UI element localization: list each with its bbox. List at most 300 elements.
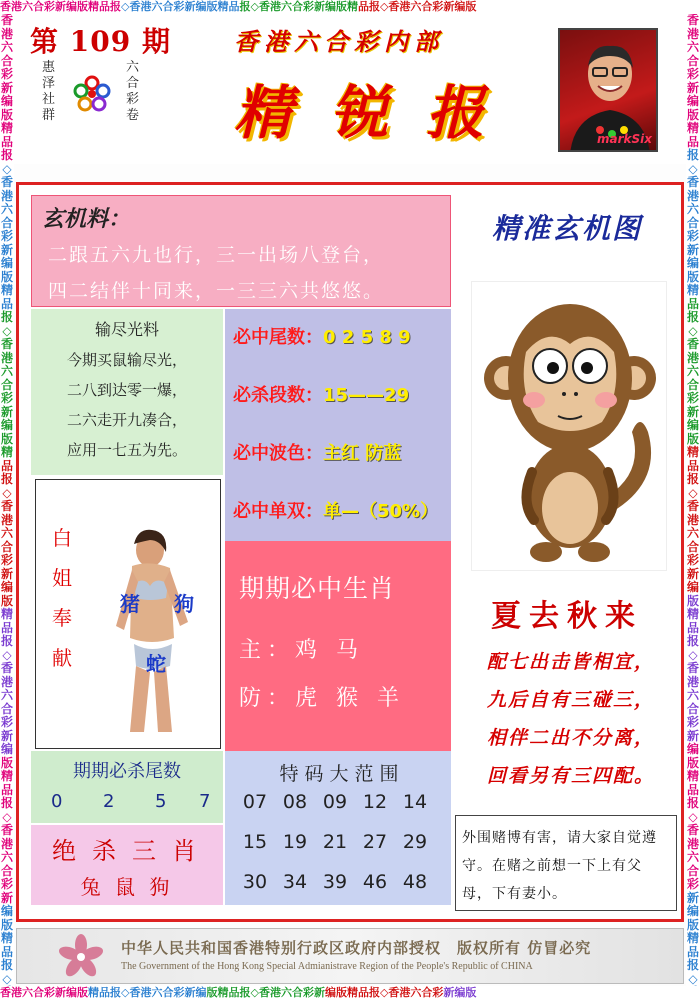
border-char: 品 <box>0 620 13 635</box>
border-char: 港 <box>11 0 22 13</box>
border-char: 合 <box>0 215 13 230</box>
border-char: 精 <box>346 986 358 999</box>
left-border-strip <box>0 14 14 986</box>
border-char: 香 <box>686 823 699 837</box>
border-char: 香 <box>0 823 13 837</box>
shengxiao-title: 期期必中生肖 <box>239 574 396 603</box>
border-char: 报 <box>686 148 699 162</box>
border-char: 版 <box>686 755 699 770</box>
border-char: 合 <box>686 701 699 716</box>
border-char: 合 <box>33 986 44 999</box>
bottom-border-strip <box>0 986 700 1000</box>
shawei-number: 5 <box>155 791 167 812</box>
border-char: 香 <box>129 986 141 999</box>
border-char: 新 <box>313 986 325 999</box>
border-char: 香 <box>388 986 400 999</box>
border-char: 编 <box>0 904 13 918</box>
border-char: 报 <box>686 634 699 648</box>
border-char: 报 <box>368 986 380 999</box>
border-char: 新 <box>686 728 699 743</box>
border-char: 港 <box>686 188 699 203</box>
tema-number: 14 <box>402 791 428 813</box>
border-char: 港 <box>0 26 13 41</box>
riddle-image-title: 精准玄机图 <box>491 212 642 245</box>
border-char: 精 <box>686 607 699 621</box>
jiesha-box <box>31 825 223 905</box>
border-char: 版 <box>0 593 13 608</box>
border-char: 彩 <box>686 715 699 729</box>
border-char: 彩 <box>173 986 185 999</box>
border-char: 版 <box>206 0 218 13</box>
border-char: 六 <box>0 202 13 216</box>
border-char: 版 <box>0 269 13 284</box>
border-char: 新 <box>184 986 196 999</box>
prediction-label: 必中单双： <box>233 501 323 522</box>
border-char: 彩 <box>0 229 13 243</box>
border-char: 新 <box>313 0 325 13</box>
border-char: 精 <box>217 0 229 13</box>
main-frame <box>16 182 684 922</box>
border-char: 合 <box>0 53 13 68</box>
shuli-box <box>31 309 223 475</box>
border-char: 新 <box>686 80 699 95</box>
border-char: 品 <box>99 986 110 999</box>
border-char: 精 <box>686 445 699 459</box>
border-char: 精 <box>346 0 358 13</box>
border-char: 精 <box>0 607 13 621</box>
border-char: 新 <box>443 0 455 13</box>
border-char: 港 <box>399 0 411 13</box>
footer <box>16 928 684 984</box>
border-char: 新 <box>55 986 66 999</box>
border-char: ◇ <box>250 986 259 999</box>
border-char: 港 <box>0 674 13 689</box>
border-char: 新 <box>686 890 699 905</box>
jiesha-value: 兔 鼠 狗 <box>80 875 174 899</box>
tema-number: 29 <box>402 831 428 853</box>
border-char: 六 <box>151 986 163 999</box>
tema-number: 12 <box>362 791 388 813</box>
prediction-value: 单—（50%） <box>323 501 439 522</box>
border-char: 合 <box>162 0 174 13</box>
border-char: 六 <box>0 364 13 378</box>
border-char: 精 <box>0 121 13 135</box>
model-figure <box>100 526 210 736</box>
zodiac-dog: 狗 <box>174 592 194 616</box>
issue-number: 第 109 期 <box>30 25 171 58</box>
border-char: 报 <box>0 310 13 324</box>
border-char: 编 <box>0 742 13 756</box>
border-char: 报 <box>0 634 13 648</box>
border-char: 品 <box>0 458 13 473</box>
border-char: 彩 <box>0 553 13 567</box>
border-char: 报 <box>686 472 699 486</box>
border-char: 合 <box>686 539 699 554</box>
border-char: 版 <box>77 986 88 999</box>
poem-title: 夏去秋来 <box>491 599 643 634</box>
publisher-left: 惠泽社群 <box>42 60 56 123</box>
header <box>14 14 686 164</box>
lottery-logo-icon <box>72 74 112 114</box>
border-char: 合 <box>686 863 699 878</box>
border-char: 港 <box>399 986 411 999</box>
border-char: 彩 <box>686 229 699 243</box>
border-char: 版 <box>686 107 699 122</box>
tema-number: 34 <box>282 871 308 893</box>
border-char: 六 <box>410 0 422 13</box>
border-char: 彩 <box>44 0 55 13</box>
publisher-right: 六合彩卷 <box>126 60 140 123</box>
border-char: 彩 <box>686 877 699 891</box>
border-char: 港 <box>686 350 699 365</box>
border-char: 版 <box>686 593 699 608</box>
bauhinia-emblem-icon <box>57 933 105 981</box>
right-border-strip <box>686 14 700 986</box>
border-char: 香 <box>0 175 13 189</box>
border-char: 编 <box>686 904 699 918</box>
border-char: 品 <box>357 0 369 13</box>
border-char: 精 <box>88 986 99 999</box>
border-char: 港 <box>269 986 281 999</box>
border-char: 报 <box>368 0 380 13</box>
border-char: 港 <box>0 350 13 365</box>
border-char: 香 <box>0 499 13 513</box>
border-char: 精 <box>0 769 13 783</box>
border-char: 六 <box>22 986 33 999</box>
border-char: 报 <box>686 958 699 972</box>
border-char: 品 <box>228 0 240 13</box>
border-char: ◇ <box>379 0 389 13</box>
prediction-value: 15——29 <box>323 385 410 406</box>
border-char: 版 <box>465 986 477 999</box>
border-char: 香 <box>686 499 699 513</box>
xuanji-box <box>31 195 451 307</box>
border-char: 香 <box>686 14 699 27</box>
border-char: 港 <box>686 836 699 851</box>
tema-number: 48 <box>402 871 428 893</box>
border-char: 彩 <box>0 391 13 405</box>
shengxiao-backup: 防：虎 猴 羊 <box>239 686 405 711</box>
border-char: 编 <box>686 94 699 108</box>
border-char: 新 <box>0 404 13 419</box>
shengxiao-main: 主：鸡 马 <box>239 638 364 663</box>
xuanji-title: 玄机料： <box>42 206 131 232</box>
border-char: 新 <box>0 80 13 95</box>
border-char: 新 <box>0 242 13 257</box>
border-char: 编 <box>454 0 466 13</box>
border-char: 六 <box>0 688 13 702</box>
border-char: 六 <box>280 986 292 999</box>
border-char: 报 <box>239 0 251 13</box>
border-char: 港 <box>269 0 281 13</box>
border-char: ◇ <box>688 809 698 824</box>
prediction-label: 必中波色： <box>233 443 323 464</box>
footer-english: The Government of the Hong Kong Special Admianistrave Region of the People's Republic of CHINA <box>121 961 533 972</box>
border-char: 六 <box>686 688 699 702</box>
border-char: 六 <box>686 526 699 540</box>
border-char: 彩 <box>302 986 314 999</box>
poem-line: 回看另有三四配。 <box>486 765 655 787</box>
border-char: 合 <box>686 377 699 392</box>
tema-title: 特码大范围 <box>279 763 405 785</box>
marksix-brand: markSix <box>597 132 652 146</box>
border-char: 版 <box>0 917 13 932</box>
prediction-item <box>233 381 409 407</box>
tema-number: 08 <box>282 791 308 813</box>
border-char: 香 <box>0 14 13 27</box>
border-char: 编 <box>0 580 13 594</box>
border-char: 精 <box>686 121 699 135</box>
border-char: ◇ <box>2 323 12 338</box>
border-char: ◇ <box>688 485 698 500</box>
border-char: 编 <box>66 0 77 13</box>
border-char: 彩 <box>0 715 13 729</box>
predictions-box <box>225 309 451 541</box>
border-char: 香 <box>0 0 11 13</box>
border-char: 六 <box>0 40 13 54</box>
border-char: 港 <box>0 836 13 851</box>
border-char: 精 <box>88 0 99 13</box>
border-char: 版 <box>0 431 13 446</box>
border-char: 合 <box>0 701 13 716</box>
border-char: 品 <box>0 134 13 149</box>
shawei-number: 0 <box>51 791 63 812</box>
border-char: 港 <box>0 512 13 527</box>
tema-number: 09 <box>322 791 348 813</box>
prediction-value: 主红 防蓝 <box>323 443 402 464</box>
shawei-number: 2 <box>103 791 115 812</box>
border-char: 香 <box>686 175 699 189</box>
border-char: 合 <box>421 986 433 999</box>
border-char: ◇ <box>2 971 12 986</box>
border-char: 合 <box>0 539 13 554</box>
border-char: 精 <box>0 931 13 945</box>
border-char: 品 <box>686 782 699 797</box>
border-char: 版 <box>465 0 477 13</box>
tema-number: 07 <box>242 791 268 813</box>
border-char: 香 <box>0 661 13 675</box>
border-char: 品 <box>686 458 699 473</box>
shawei-title: 期期必杀尾数 <box>73 761 181 782</box>
border-char: 精 <box>0 283 13 297</box>
border-char: 六 <box>22 0 33 13</box>
border-char: 合 <box>686 53 699 68</box>
border-char: 新 <box>184 0 196 13</box>
border-char: 版 <box>0 755 13 770</box>
border-char: 彩 <box>432 986 444 999</box>
border-char: 彩 <box>0 877 13 891</box>
tema-number: 39 <box>322 871 348 893</box>
border-char: 版 <box>77 0 88 13</box>
border-char: ◇ <box>688 647 698 662</box>
shawei-number: 7 <box>199 791 211 812</box>
prediction-item <box>233 497 438 523</box>
border-char: 精 <box>0 445 13 459</box>
border-char: 品 <box>0 944 13 959</box>
border-char: 六 <box>410 986 422 999</box>
border-char: 品 <box>686 134 699 149</box>
baijie-box <box>35 479 221 749</box>
border-char: 新 <box>443 986 455 999</box>
border-char: 版 <box>686 431 699 446</box>
border-char: 港 <box>140 0 152 13</box>
border-char: 品 <box>686 620 699 635</box>
border-char <box>687 985 699 986</box>
border-char: 版 <box>686 917 699 932</box>
prediction-item <box>233 439 401 465</box>
border-char: 香 <box>686 337 699 351</box>
prediction-label: 必中尾数： <box>233 327 323 348</box>
host-photo <box>558 28 658 152</box>
border-char: 版 <box>335 986 347 999</box>
border-char: 香 <box>686 661 699 675</box>
border-char: ◇ <box>2 809 12 824</box>
border-char: 编 <box>0 418 13 432</box>
shuli-line: 二八到达零一爆， <box>66 381 187 399</box>
border-char: 报 <box>0 958 13 972</box>
border-char: ◇ <box>250 0 259 13</box>
border-char: 编 <box>0 256 13 270</box>
border-char <box>1 985 13 986</box>
border-char: 品 <box>686 296 699 311</box>
border-char: 报 <box>686 796 699 810</box>
border-char: 新 <box>55 0 66 13</box>
tema-box <box>225 751 451 905</box>
border-char: 编 <box>0 94 13 108</box>
border-char: 报 <box>0 472 13 486</box>
border-char: 编 <box>195 0 207 13</box>
border-char: 合 <box>686 215 699 230</box>
border-char: 六 <box>686 40 699 54</box>
border-char: 六 <box>0 526 13 540</box>
border-char: 香 <box>0 986 11 999</box>
prediction-label: 必杀段数： <box>233 385 323 406</box>
border-char: 编 <box>686 580 699 594</box>
border-char: 香 <box>258 986 270 999</box>
border-char: 报 <box>239 986 251 999</box>
border-char: ◇ <box>2 647 12 662</box>
poem-line: 九后自有三碰三， <box>486 689 655 711</box>
border-char: 合 <box>291 986 303 999</box>
border-char: 版 <box>0 107 13 122</box>
border-char: 报 <box>110 986 121 999</box>
tema-number: 46 <box>362 871 388 893</box>
border-char: 编 <box>454 986 466 999</box>
top-border-strip <box>0 0 700 14</box>
border-char: 新 <box>0 728 13 743</box>
border-char: 编 <box>195 986 207 999</box>
border-char: 港 <box>686 674 699 689</box>
shuli-line: 二六走开九凑合， <box>66 411 187 429</box>
subtitle: 香港六合彩内部 <box>234 27 444 56</box>
border-char: 港 <box>140 986 152 999</box>
border-char: 合 <box>0 863 13 878</box>
border-char: 港 <box>0 188 13 203</box>
baijie-label: 白姐奉献 <box>52 526 72 670</box>
border-char: 精 <box>686 283 699 297</box>
border-char: 新 <box>686 404 699 419</box>
border-char: 精 <box>217 986 229 999</box>
gambling-notice: 外围赌博有害，请大家自觉遵守。在赌之前想一下上有父母，下有妻小。 <box>455 815 677 911</box>
border-char: 报 <box>0 796 13 810</box>
border-char: 彩 <box>686 553 699 567</box>
border-char: 编 <box>686 256 699 270</box>
border-char: 香 <box>388 0 400 13</box>
border-char: 报 <box>110 0 121 13</box>
border-char: 编 <box>686 742 699 756</box>
border-char: 版 <box>206 986 218 999</box>
tema-number: 30 <box>242 871 268 893</box>
border-char: 六 <box>0 850 13 864</box>
border-char: ◇ <box>379 986 389 999</box>
shengxiao-box <box>225 541 451 751</box>
xuanji-line-1: 二跟五六九也行，三一出场八登台， <box>48 244 385 266</box>
shuli-title: 输尽光料 <box>94 320 159 339</box>
border-char: 合 <box>0 377 13 392</box>
border-char: 六 <box>280 0 292 13</box>
border-char: 六 <box>151 0 163 13</box>
border-char: 编 <box>66 986 77 999</box>
border-char: 编 <box>324 0 336 13</box>
tema-number: 21 <box>322 831 348 853</box>
border-char: 香 <box>0 337 13 351</box>
border-char: 合 <box>291 0 303 13</box>
border-char: 港 <box>11 986 22 999</box>
border-char: 新 <box>686 242 699 257</box>
border-char: 品 <box>686 944 699 959</box>
tema-number: 19 <box>282 831 308 853</box>
border-char: 彩 <box>686 67 699 81</box>
border-char: 品 <box>0 296 13 311</box>
footer-chinese: 中华人民共和国香港特别行政区政府内部授权 版权所有 仿冒必究 <box>121 939 592 957</box>
border-char: 新 <box>0 566 13 581</box>
tema-number: 27 <box>362 831 388 853</box>
border-char: ◇ <box>688 971 698 986</box>
border-char: 新 <box>686 566 699 581</box>
border-char: 六 <box>686 202 699 216</box>
border-char: 品 <box>357 986 369 999</box>
zodiac-snake: 蛇 <box>146 652 166 676</box>
border-char: 香 <box>258 0 270 13</box>
border-char: 彩 <box>44 986 55 999</box>
border-char: 港 <box>686 26 699 41</box>
border-char: 品 <box>99 0 110 13</box>
border-char: 报 <box>0 148 13 162</box>
border-char: 港 <box>686 512 699 527</box>
jiesha-title: 绝杀三肖 <box>52 837 212 865</box>
shuli-line: 今期买鼠输尽光， <box>66 351 187 369</box>
border-char: 合 <box>421 0 433 13</box>
xuanji-line-2: 四二结伴十同来，一三三六共悠悠。 <box>48 280 385 302</box>
zodiac-pig: 猪 <box>120 592 140 616</box>
border-char: 版 <box>335 0 347 13</box>
border-char: 彩 <box>302 0 314 13</box>
shawei-box <box>31 751 223 823</box>
prediction-item <box>233 323 411 349</box>
shuli-line: 应用一七五为先。 <box>66 441 187 459</box>
border-char: 六 <box>686 364 699 378</box>
monkey-icon <box>472 282 668 572</box>
border-char: 彩 <box>686 391 699 405</box>
border-char: 彩 <box>0 67 13 81</box>
border-char: ◇ <box>2 485 12 500</box>
border-char: 品 <box>0 782 13 797</box>
border-char: ◇ <box>121 0 130 13</box>
border-char: 六 <box>686 850 699 864</box>
border-char: 报 <box>686 310 699 324</box>
border-char: ◇ <box>121 986 130 999</box>
border-char: 精 <box>686 769 699 783</box>
